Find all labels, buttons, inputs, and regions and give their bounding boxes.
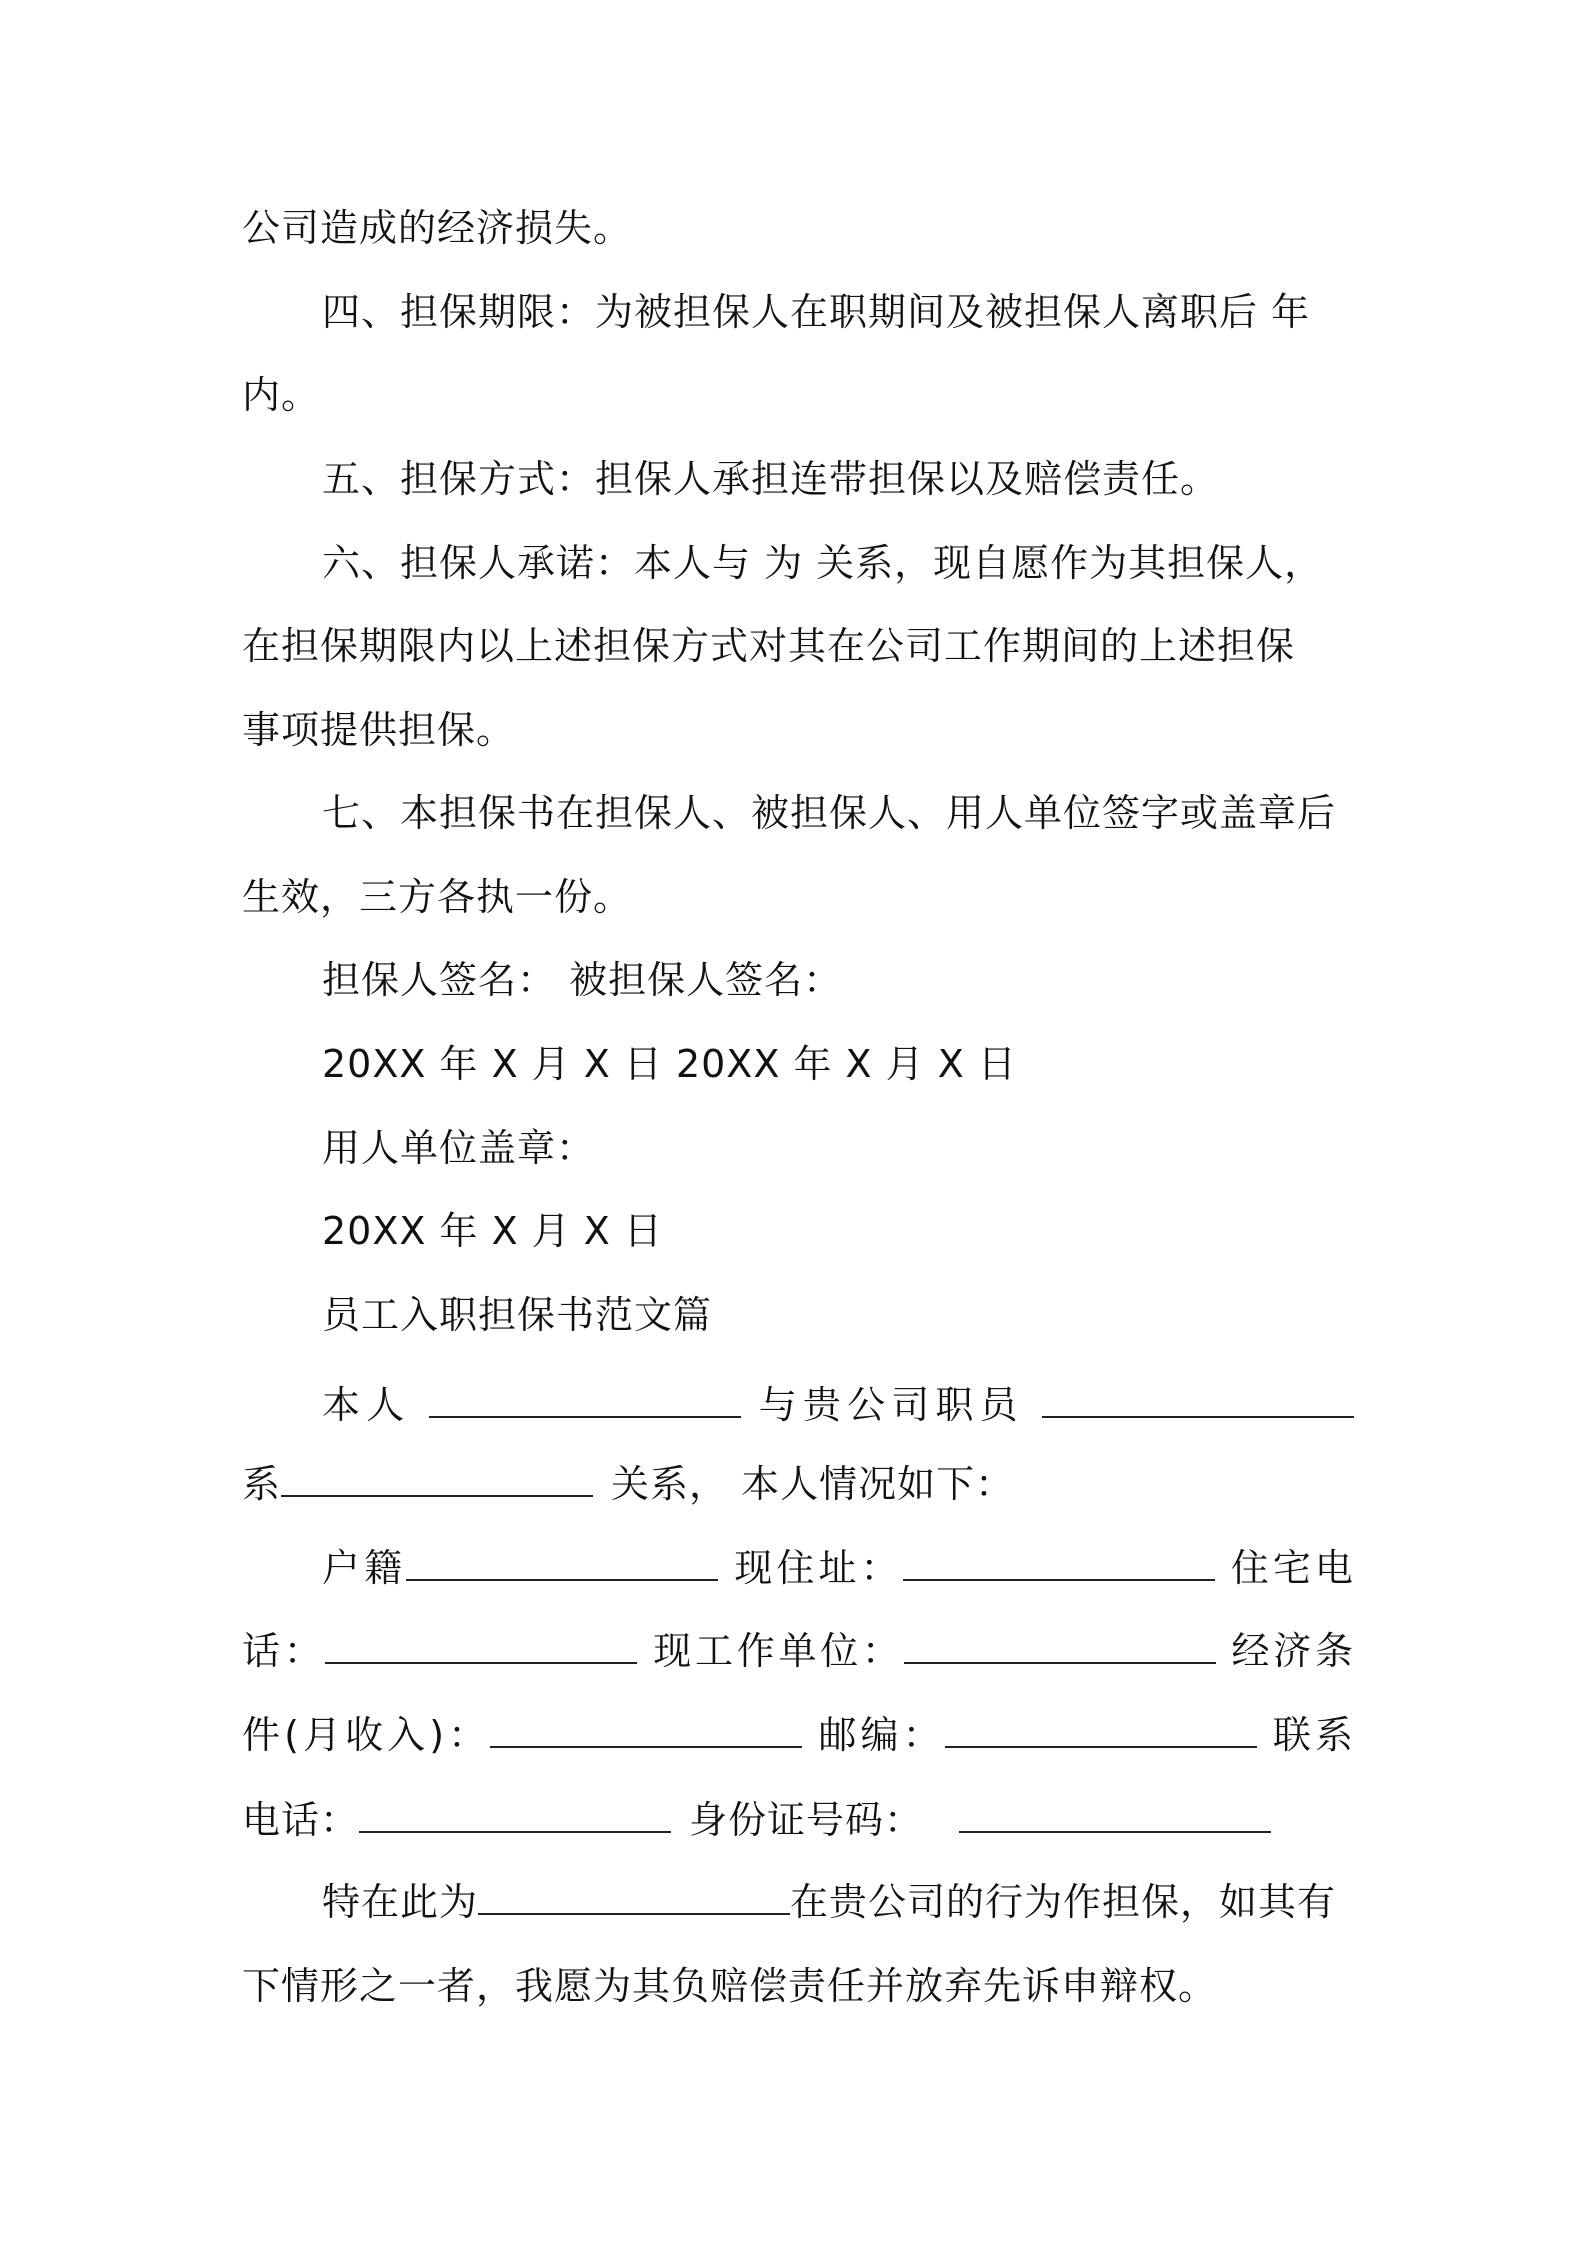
signature-dates: 20XX 年 X 月 X 日 20XX 年 X 月 X 日	[322, 1042, 1017, 1086]
work-unit-label: 现工作单位：	[653, 1629, 904, 1673]
contact-label-a: 联系	[1272, 1713, 1354, 1757]
signature-labels: 担保人签名： 被担保人签名：	[322, 958, 843, 1002]
guarantee-statement-line-1	[322, 1872, 1354, 1932]
huji-blank[interactable]	[406, 1541, 718, 1581]
company-seal-date: 20XX 年 X 月 X 日	[322, 1209, 663, 1253]
contact-label-b: 电话：	[242, 1798, 360, 1842]
guarantee-prefix: 特在此为	[322, 1880, 479, 1924]
clause-5: 五、担保方式：担保人承担连带担保以及赔偿责任。	[322, 457, 1220, 501]
form-line-income	[242, 1705, 1354, 1765]
income-blank[interactable]	[490, 1708, 802, 1748]
address-blank[interactable]	[903, 1541, 1215, 1581]
id-number-blank[interactable]	[959, 1793, 1271, 1833]
section-heading: 员工入职担保书范文篇	[322, 1293, 713, 1337]
postcode-blank[interactable]	[945, 1708, 1257, 1748]
work-unit-blank[interactable]	[904, 1624, 1216, 1664]
clause-6-line-3: 事项提供担保。	[242, 708, 516, 752]
home-tel-label-b: 话：	[242, 1629, 326, 1673]
home-tel-label-a: 住宅电	[1230, 1546, 1354, 1590]
huji-label: 户籍	[322, 1546, 407, 1590]
clause-6-line-1: 六、担保人承诺：本人与 为 关系，现自愿作为其担保人，	[322, 541, 1324, 585]
relation-prefix: 系	[242, 1462, 282, 1506]
relation-blank[interactable]	[281, 1457, 593, 1497]
phone-blank[interactable]	[359, 1793, 671, 1833]
clause-6-line-2: 在担保期限内以上述担保方式对其在公司工作期间的上述担保	[242, 624, 1296, 668]
company-seal-label: 用人单位盖章：	[322, 1126, 596, 1170]
economic-label-b: 件(月收入)：	[242, 1713, 491, 1757]
home-tel-blank[interactable]	[325, 1624, 637, 1664]
name-blank[interactable]	[429, 1378, 741, 1418]
form-relation-line	[242, 1454, 1354, 1514]
address-label: 现住址：	[734, 1546, 903, 1590]
postcode-label: 邮编：	[818, 1713, 945, 1757]
intro-prefix: 本人	[322, 1383, 411, 1427]
form-line-huji	[322, 1538, 1354, 1598]
intro-mid: 与贵公司职员	[758, 1383, 1024, 1427]
guaranteed-person-blank[interactable]	[478, 1875, 790, 1915]
guarantee-suffix: 在贵公司的行为作担保，如其有	[790, 1880, 1337, 1924]
id-number-label: 身份证号码：	[689, 1798, 924, 1842]
guarantee-statement-line-2: 下情形之一者，我愿为其负赔偿责任并放弃先诉申辩权。	[242, 1964, 1218, 2008]
relation-suffix: 关系， 本人情况如下：	[611, 1462, 1015, 1506]
clause-7-line-2: 生效，三方各执一份。	[242, 875, 633, 919]
form-line-work	[242, 1621, 1354, 1681]
economic-label-a: 经济条	[1231, 1629, 1354, 1673]
clause-4-line-1: 四、担保期限：为被担保人在职期间及被担保人离职后 年	[322, 290, 1311, 334]
clause-4-line-2: 内。	[242, 373, 321, 417]
employee-blank[interactable]	[1042, 1378, 1354, 1418]
text-line: 公司造成的经济损失。	[242, 206, 633, 250]
clause-7-line-1: 七、本担保书在担保人、被担保人、用人单位签字或盖章后	[322, 791, 1337, 835]
form-intro-line	[322, 1375, 1354, 1435]
form-line-phone	[242, 1790, 1354, 1850]
